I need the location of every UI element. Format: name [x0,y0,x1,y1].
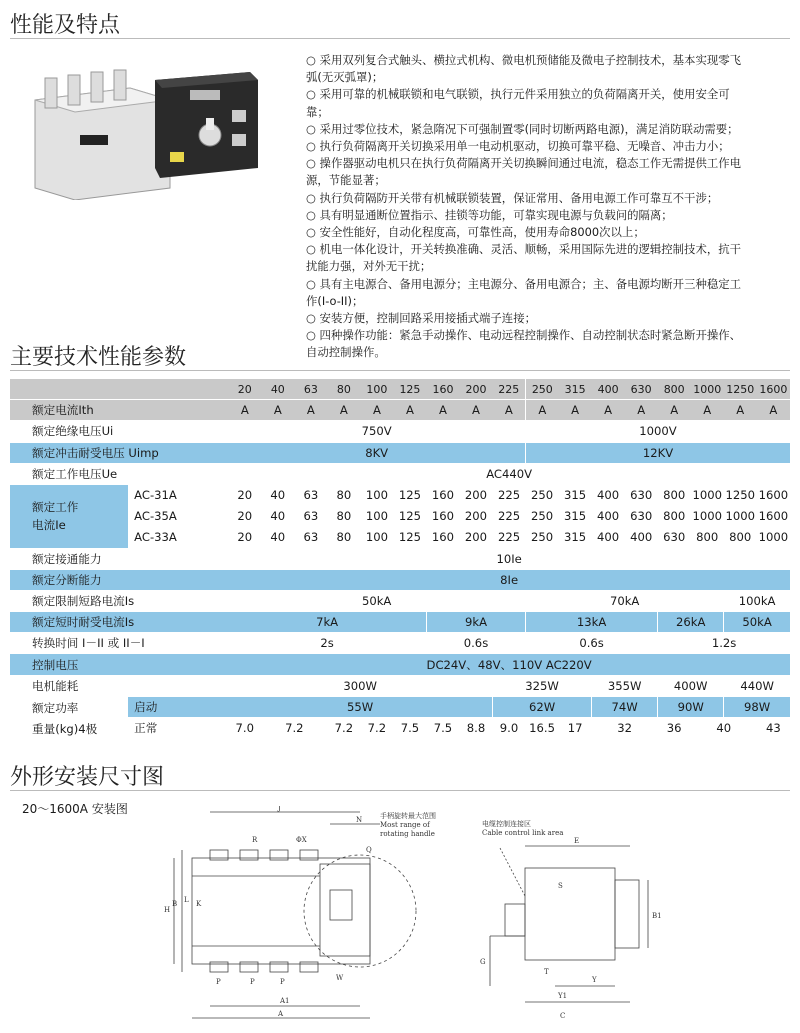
dim-label: P [280,978,285,986]
table-label: 额定分断能力 [10,569,228,590]
table-cell: A [757,400,790,421]
table-cell: 1000V [526,421,790,442]
installation-drawing [160,806,800,1028]
table-cell: 125 [393,484,426,505]
cable-note: 电缆控制连接区 [482,820,531,828]
table-cell: 98W [724,696,790,717]
table-row [10,696,790,717]
table-label [10,696,128,738]
table-label: AC-33A [128,527,228,548]
table-cell: 0.6s [526,633,658,654]
table-cell: 80 [327,506,360,527]
table-cell: 90W [658,696,724,717]
table-cell: DC24V、48V、110V AC220V [228,654,790,675]
table-cell: A [724,400,757,421]
dim-label: B1 [652,912,662,920]
table-cell: A [228,400,261,421]
divider [10,370,790,371]
dim-label: E [574,837,580,845]
table-cell: 400 [625,527,658,548]
table-cell: 40 [261,527,294,548]
table-row [10,484,790,505]
table-cell: 17 [559,718,592,739]
table-cell: 125 [393,379,426,400]
table-cell: A [493,400,526,421]
table-cell: A [459,400,492,421]
feature-line: ○ 机电一体化设计，开关转换准确、灵活、顺畅，采用国际先进的逻辑控制技术，抗干 [306,242,742,257]
table-cell: 32 [592,718,658,739]
table-cell: 1600 [757,484,790,505]
table-cell: 1600 [757,506,790,527]
table-cell: 63 [294,379,327,400]
table-cell: 1000 [691,484,724,505]
table-cell: 100 [360,527,393,548]
table-cell: 20 [228,527,261,548]
params-title: 主要技术性能参数 [10,345,187,370]
table-cell: 400 [592,527,625,548]
feature-line: 弧(无灭弧罩)； [306,70,384,85]
dim-label: K [196,900,202,908]
table-cell: A [426,400,459,421]
table-label: 电机能耗 [10,675,228,696]
table-cell: 63 [294,527,327,548]
table-label-line: 额定工作 [32,500,79,515]
table-cell: 630 [625,379,658,400]
table-cell: 10Ie [228,548,790,569]
table-cell: 7.0 [228,718,261,739]
table-row [10,633,790,654]
dim-label: Q [366,846,372,854]
table-label-line: 重量(kg)4极 [32,721,98,736]
rotation-note: Most range of [380,821,430,829]
table-cell: 440W [724,675,790,696]
table-cell: 40 [261,484,294,505]
table-cell: 7.2 [261,718,327,739]
feature-line: ○ 采用双列复合式触头、横拉式机构、微电机预储能及微电子控制技术，基本实现零飞 [306,53,742,67]
table-label: 额定电流Ith [10,400,228,421]
dim-label: N [356,816,363,824]
table-cell: 13kA [526,612,658,633]
table-cell: 9kA [426,612,525,633]
feature-line: ○ 具有主电源合、备用电源分；主电源分、备用电源合；主、备电源均断开三种稳定工 [306,276,742,291]
table-cell: 8.8 [459,718,492,739]
table-cell: 1.2s [658,633,790,654]
feature-line: ○ 执行负荷隔离开关切换采用单一电动机驱动，切换可靠平稳、无噪音、冲击力小； [306,139,730,154]
table-cell: 200 [459,379,492,400]
table-cell: 225 [493,527,526,548]
table-cell: 1250 [724,484,757,505]
table-cell: 315 [559,484,592,505]
table-cell: 62W [493,696,592,717]
table-label: 转换时间 I－II 或 II－I [10,633,228,654]
feature-line: ○ 操作器驱动电机只在执行负荷隔离开关切换瞬间通过电流，稳态工作无需提供工作电 [306,156,742,171]
dim-label: ΦX [296,836,307,844]
table-cell: 1250 [724,379,757,400]
table-label: 额定工作电压Ue [10,463,228,484]
table-cell: 200 [459,484,492,505]
feature-line: 源，节能显著； [306,173,386,188]
table-cell: 40 [691,718,757,739]
feature-line: ○ 执行负荷隔防开关带有机械联锁装置，保证常用、备用电源工作可靠互不干涉； [306,190,719,205]
table-cell: 80 [327,379,360,400]
table-cell: 400 [592,379,625,400]
feature-line: ○ 采用可靠的机械联锁和电气联锁，执行元件采用独立的负荷隔离开关，使用安全可 [306,87,730,102]
table-cell: 750V [228,421,525,442]
table-cell: 125 [393,527,426,548]
dim-label: B [172,900,178,908]
table-cell: 100kA [724,590,790,611]
table-row [10,675,790,696]
table-cell: A [658,400,691,421]
table-cell: A [360,400,393,421]
table-cell: A [393,400,426,421]
table-cell: 50kA [228,590,525,611]
table-label: 正常 [128,718,228,739]
params-table [10,379,790,739]
table-cell: 250 [526,527,559,548]
dim-label: C [560,1012,566,1020]
divider [10,790,790,791]
table-cell: 160 [426,379,459,400]
table-cell: 26kA [658,612,724,633]
table-cell: 400 [592,506,625,527]
feature-line: 扰能力强，对外无干扰； [306,259,432,274]
feature-line: 作(I-o-II)； [306,293,364,308]
table-row [10,421,790,442]
table-cell: 225 [493,484,526,505]
dim-label: J [278,806,281,812]
table-cell: 74W [592,696,658,717]
table-cell: A [327,400,360,421]
table-cell: AC440V [228,463,790,484]
table-cell: 400W [658,675,724,696]
table-cell: 325W [493,675,592,696]
table-cell: 43 [757,718,790,739]
table-row [10,379,790,400]
table-cell: 250 [526,379,559,400]
table-cell: 125 [393,506,426,527]
table-cell: 2s [228,633,426,654]
table-row [10,400,790,421]
dim-label: P [216,978,221,986]
table-cell: 40 [261,379,294,400]
features-title: 性能及特点 [10,13,121,38]
table-cell: 20 [228,379,261,400]
table-cell: 250 [526,484,559,505]
table-cell: A [294,400,327,421]
rotation-note: rotating handle [380,830,435,838]
table-row [10,569,790,590]
table-cell: 7.2 [327,718,360,739]
table-cell: 7.5 [393,718,426,739]
dim-label: R [252,836,258,844]
table-cell: A [559,400,592,421]
table-cell: A [592,400,625,421]
feature-line: ○ 四种操作功能：紧急手动操作、电动远程控制操作、自动控制状态时紧急断开操作、 [306,328,742,343]
table-cell: A [261,400,294,421]
table-row [10,654,790,675]
table-cell: 80 [327,484,360,505]
table-cell: A [625,400,658,421]
product-image [20,60,280,200]
table-cell: 200 [459,506,492,527]
table-row [10,612,790,633]
table-cell: 12KV [526,442,790,463]
table-cell: 20 [228,506,261,527]
table-cell: 63 [294,506,327,527]
table-cell: 315 [559,506,592,527]
dim-label: H [164,906,171,914]
table-cell: 1000 [757,527,790,548]
table-cell: 250 [526,506,559,527]
dim-label: Y1 [558,992,568,1000]
table-row [10,463,790,484]
table-cell: 1000 [724,506,757,527]
table-cell: 40 [261,506,294,527]
feature-line: ○ 安装方便，控制回路采用接插式端子连接； [306,311,536,326]
table-cell: 8Ie [228,569,790,590]
table-cell: 100 [360,506,393,527]
table-label-line: 额定功率 [32,700,79,715]
table-cell: 1600 [757,379,790,400]
cable-note: Cable control link area [482,829,564,837]
table-cell: 800 [658,379,691,400]
table-cell: 63 [294,484,327,505]
table-label [10,484,128,548]
table-cell: 630 [658,527,691,548]
table-cell: 225 [493,379,526,400]
table-label: 额定接通能力 [10,548,228,569]
table-label: 额定限制短路电流Is [10,590,228,611]
rotation-note: 手柄旋转最大范围 [380,812,436,820]
table-cell: 160 [426,484,459,505]
table-cell: 160 [426,506,459,527]
table-cell: 8KV [228,442,525,463]
table-cell: 200 [459,527,492,548]
table-cell: 16.5 [526,718,559,739]
table-cell: 630 [625,484,658,505]
table-cell: 800 [658,484,691,505]
table-row [10,590,790,611]
dim-label: L [184,896,189,904]
feature-line: 靠； [306,104,329,119]
table-cell: 9.0 [493,718,526,739]
table-cell: 355W [592,675,658,696]
table-label: 额定短时耐受电流Is [10,612,228,633]
table-cell: 7.2 [360,718,393,739]
table-cell: 800 [691,527,724,548]
table-cell: A [691,400,724,421]
table-cell: 20 [228,484,261,505]
table-cell: 36 [658,718,691,739]
table-cell: 0.6s [426,633,525,654]
table-cell: 400 [592,484,625,505]
dim-label: W [336,974,344,982]
table-label: 启动 [128,696,228,717]
table-cell: 80 [327,527,360,548]
dim-label: A1 [280,997,290,1005]
table-cell: 800 [724,527,757,548]
table-cell: 7kA [228,612,426,633]
feature-line: ○ 具有明显通断位置指示、挂锁等功能，可靠实现电源与负载问的隔离； [306,207,673,222]
table-cell: 100 [360,379,393,400]
table-label-line: 电流Ie [32,518,66,533]
table-cell: 315 [559,379,592,400]
table-cell: 100 [360,484,393,505]
table-label: 额定冲击耐受电压 Uimp [10,442,228,463]
table-cell: 160 [426,527,459,548]
dim-label: S [558,882,563,890]
drawing-title: 20～1600A 安装图 [22,802,128,816]
table-label: AC-31A [128,484,228,505]
table-cell: 630 [625,506,658,527]
table-cell: 315 [559,527,592,548]
dim-label: G [480,958,486,966]
table-label: AC-35A [128,506,228,527]
table-label: 控制电压 [10,654,228,675]
table-cell: 300W [228,675,492,696]
divider [10,38,790,39]
feature-line: ○ 采用过零位技术，紧急隋况下可强制置零(同时切断两路电源)，满足消防联动需要； [306,121,739,136]
table-cell: 800 [658,506,691,527]
features-list [306,52,792,362]
dims-title: 外形安装尺寸图 [10,765,165,790]
feature-line: ○ 安全性能好，自动化程度高，可靠性高，使用寿命8000次以上； [306,225,645,240]
table-row [10,548,790,569]
dim-label: Y [592,976,597,984]
dim-label: T [544,968,549,976]
table-cell: 1000 [691,379,724,400]
feature-line: 自动控制操作。 [306,345,386,360]
table-label: 额定绝缘电压Ui [10,421,228,442]
table-cell: 70kA [526,590,724,611]
table-cell: 1000 [691,506,724,527]
table-cell: 50kA [724,612,790,633]
dim-label: P [250,978,255,986]
table-cell: 225 [493,506,526,527]
dim-label: A [278,1010,284,1018]
table-row [10,442,790,463]
table-cell: 7.5 [426,718,459,739]
table-cell: A [526,400,559,421]
table-cell: 55W [228,696,492,717]
